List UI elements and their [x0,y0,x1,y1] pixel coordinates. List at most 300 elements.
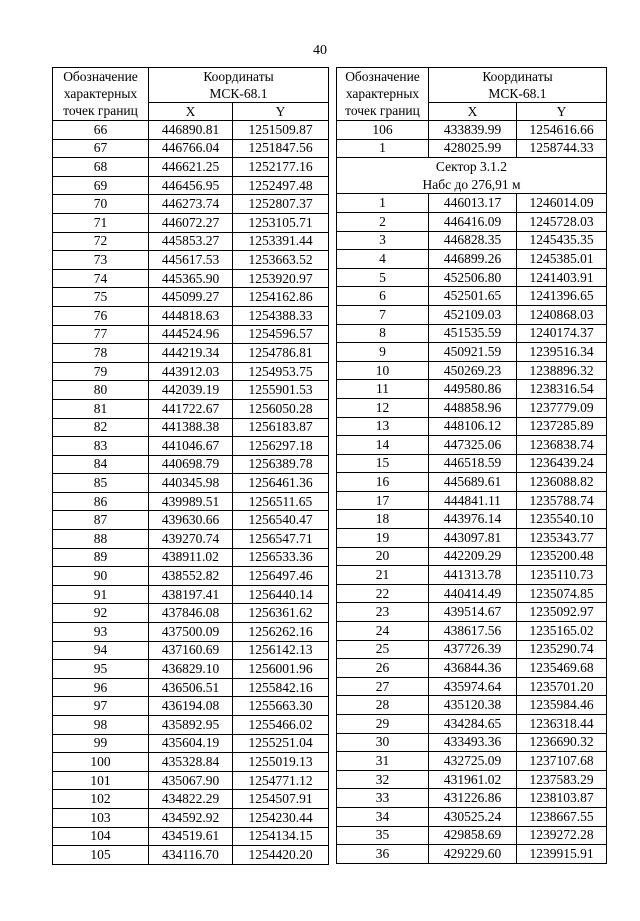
coord-y: 1258744.33 [517,139,607,158]
table-row [53,213,329,232]
coord-y: 1254507.91 [233,790,329,809]
coord-x: 437726.39 [429,640,517,659]
coord-y: 1253920.97 [233,269,329,288]
coord-x: 451535.59 [429,324,517,343]
table-row [337,250,607,269]
table-row [53,585,329,604]
header-row [53,85,329,103]
coord-x: 446899.26 [429,250,517,269]
coord-y: 1252177.16 [233,158,329,177]
table-row [53,492,329,511]
header-coordinates: Координаты [429,68,607,86]
point-number: 30 [337,733,429,752]
coord-y: 1256183.87 [233,418,329,437]
point-number: 97 [53,697,149,716]
point-number: 100 [53,753,149,772]
table-row [337,584,607,603]
coord-x: 443097.81 [429,529,517,548]
coord-y: 1238103.87 [517,789,607,808]
header-row [53,68,329,86]
table-row [337,361,607,380]
coord-y: 1256361.62 [233,604,329,623]
coord-y: 1256461.36 [233,474,329,493]
coord-y: 1252497.48 [233,176,329,195]
point-number: 86 [53,492,149,511]
point-number: 94 [53,641,149,660]
point-number: 9 [337,343,429,362]
table-row [337,696,607,715]
coord-y: 1241403.91 [517,268,607,287]
coord-x: 446890.81 [149,121,233,140]
point-number: 106 [337,121,429,140]
header-designation-line2: характерных [53,85,149,103]
table-row [53,790,329,809]
point-number: 69 [53,176,149,195]
point-number: 10 [337,361,429,380]
point-number: 35 [337,826,429,845]
table-row [337,547,607,566]
table-row [337,231,607,250]
coord-y: 1239516.34 [517,343,607,362]
table-row [53,325,329,344]
table-row [337,733,607,752]
table-row [53,753,329,772]
table-row [53,641,329,660]
table-row [53,418,329,437]
coord-x: 440414.49 [429,584,517,603]
table-row [337,287,607,306]
point-number: 15 [337,454,429,473]
coord-y: 1251509.87 [233,121,329,140]
table-row [337,566,607,585]
coord-x: 450269.23 [429,361,517,380]
point-number: 72 [53,232,149,251]
point-number: 13 [337,417,429,436]
point-number: 16 [337,473,429,492]
coord-y: 1238316.54 [517,380,607,399]
coord-x: 435892.95 [149,716,233,735]
table-row [337,677,607,696]
coord-x: 449580.86 [429,380,517,399]
coord-x: 450921.59 [429,343,517,362]
point-number: 23 [337,603,429,622]
coord-x: 438617.56 [429,622,517,641]
header-designation-line3: точек границ [53,103,149,121]
coord-x: 434519.61 [149,827,233,846]
coord-y: 1240868.03 [517,305,607,324]
coord-y: 1236838.74 [517,436,607,455]
point-number: 7 [337,305,429,324]
coord-y: 1235165.02 [517,622,607,641]
coord-y: 1256440.14 [233,585,329,604]
coord-x: 431226.86 [429,789,517,808]
coord-x: 442039.19 [149,381,233,400]
point-number: 79 [53,362,149,381]
table-row [337,194,607,213]
point-number: 83 [53,437,149,456]
table-row [337,491,607,510]
coord-x: 446518.59 [429,454,517,473]
coord-y: 1254596.57 [233,325,329,344]
coordinates-table-left [52,67,329,865]
table-row [53,455,329,474]
coord-x: 433839.99 [429,121,517,140]
coord-y: 1235984.46 [517,696,607,715]
table-row [337,789,607,808]
coord-y: 1255466.02 [233,716,329,735]
coord-x: 439989.51 [149,492,233,511]
coord-y: 1254134.15 [233,827,329,846]
point-number: 70 [53,195,149,214]
point-number: 80 [53,381,149,400]
coord-x: 434822.29 [149,790,233,809]
point-number: 93 [53,623,149,642]
table-row [337,417,607,436]
coord-y: 1256540.47 [233,511,329,530]
coord-x: 436829.10 [149,660,233,679]
coord-x: 430525.24 [429,807,517,826]
coord-x: 441313.78 [429,566,517,585]
point-number: 4 [337,250,429,269]
point-number: 27 [337,677,429,696]
coordinates-table-right [336,67,607,864]
point-number: 22 [337,584,429,603]
coord-x: 446416.09 [429,212,517,231]
table-row [337,622,607,641]
point-number: 85 [53,474,149,493]
table-row [53,827,329,846]
coord-y: 1256050.28 [233,399,329,418]
coord-y: 1238667.55 [517,807,607,826]
coord-x: 446013.17 [429,194,517,213]
header-x: X [149,103,233,121]
coord-y: 1235469.68 [517,659,607,678]
table-row [53,846,329,865]
coord-y: 1235092.97 [517,603,607,622]
coord-x: 445365.90 [149,269,233,288]
coord-y: 1256497.46 [233,567,329,586]
coord-y: 1254771.12 [233,771,329,790]
coord-y: 1235074.85 [517,584,607,603]
point-number: 21 [337,566,429,585]
table-row [53,381,329,400]
coord-x: 438552.82 [149,567,233,586]
point-number: 95 [53,660,149,679]
table-row [53,678,329,697]
table-row [337,473,607,492]
header-row [337,68,607,86]
coord-x: 441722.67 [149,399,233,418]
coord-x: 434592.92 [149,808,233,827]
coord-y: 1256001.96 [233,660,329,679]
point-number: 66 [53,121,149,140]
point-number: 99 [53,734,149,753]
point-number: 75 [53,288,149,307]
table-row [337,305,607,324]
coord-x: 436844.36 [429,659,517,678]
coord-x: 435974.64 [429,677,517,696]
header-y: Y [517,103,607,121]
coord-x: 428025.99 [429,139,517,158]
point-number: 32 [337,770,429,789]
point-number: 89 [53,548,149,567]
coord-y: 1239272.28 [517,826,607,845]
coord-y: 1237107.68 [517,752,607,771]
coord-y: 1255901.53 [233,381,329,400]
coord-x: 441046.67 [149,437,233,456]
coord-y: 1256533.36 [233,548,329,567]
point-number: 76 [53,306,149,325]
coord-x: 439270.74 [149,530,233,549]
table-row [53,716,329,735]
coord-x: 429229.60 [429,845,517,864]
coord-x: 445689.61 [429,473,517,492]
coord-y: 1238896.32 [517,361,607,380]
coord-x: 446456.95 [149,176,233,195]
coord-y: 1256262.16 [233,623,329,642]
point-number: 104 [53,827,149,846]
header-designation-line1: Обозначение [53,68,149,86]
table-row [337,529,607,548]
coord-x: 442209.29 [429,547,517,566]
table-row [53,139,329,158]
coord-y: 1253105.71 [233,213,329,232]
sector-title-row [337,158,607,176]
table-row [53,158,329,177]
coord-x: 438911.02 [149,548,233,567]
table-row [53,195,329,214]
table-row [337,715,607,734]
table-row [53,808,329,827]
point-number: 67 [53,139,149,158]
coord-y: 1256547.71 [233,530,329,549]
point-number: 88 [53,530,149,549]
sector-subtitle: Набс до 276,91 м [337,176,607,194]
table-row [53,306,329,325]
point-number: 87 [53,511,149,530]
point-number: 11 [337,380,429,399]
coord-y: 1236690.32 [517,733,607,752]
point-number: 14 [337,436,429,455]
coord-x: 446072.27 [149,213,233,232]
coord-x: 433493.36 [429,733,517,752]
coord-x: 445617.53 [149,251,233,270]
coord-x: 435067.90 [149,771,233,790]
table-row [337,603,607,622]
coord-x: 452109.03 [429,305,517,324]
coord-y: 1240174.37 [517,324,607,343]
table-row [337,807,607,826]
point-number: 33 [337,789,429,808]
coord-x: 443976.14 [429,510,517,529]
coord-x: 448106.12 [429,417,517,436]
point-number: 91 [53,585,149,604]
table-row [337,436,607,455]
point-number: 31 [337,752,429,771]
coord-x: 434116.70 [149,846,233,865]
coord-y: 1256297.18 [233,437,329,456]
coord-y: 1235788.74 [517,491,607,510]
point-number: 19 [337,529,429,548]
coord-y: 1237779.09 [517,398,607,417]
coord-x: 447325.06 [429,436,517,455]
coord-y: 1254953.75 [233,362,329,381]
sector-title: Сектор 3.1.2 [337,158,607,176]
coord-y: 1254230.44 [233,808,329,827]
header-coordinates: Координаты [149,68,329,86]
table-row [337,268,607,287]
coord-y: 1246014.09 [517,194,607,213]
point-number: 81 [53,399,149,418]
point-number: 18 [337,510,429,529]
table-row [337,752,607,771]
coord-x: 437846.08 [149,604,233,623]
point-number: 6 [337,287,429,306]
header-designation-line1: Обозначение [337,68,429,86]
coord-y: 1253391.44 [233,232,329,251]
table-row [53,288,329,307]
coord-y: 1235110.73 [517,566,607,585]
table-row [53,623,329,642]
coord-x: 452506.80 [429,268,517,287]
coord-x: 443912.03 [149,362,233,381]
coord-y: 1236439.24 [517,454,607,473]
coord-y: 1237583.29 [517,770,607,789]
coord-y: 1255663.30 [233,697,329,716]
coord-y: 1256142.13 [233,641,329,660]
point-number: 102 [53,790,149,809]
coord-x: 431961.02 [429,770,517,789]
coord-y: 1255251.04 [233,734,329,753]
coord-y: 1236088.82 [517,473,607,492]
table-row [337,380,607,399]
point-number: 1 [337,194,429,213]
coord-x: 440345.98 [149,474,233,493]
coord-x: 441388.38 [149,418,233,437]
table-row [53,269,329,288]
table-row [337,324,607,343]
table-row [53,530,329,549]
coord-x: 448858.96 [429,398,517,417]
table-row [53,399,329,418]
table-row [337,845,607,864]
coord-y: 1235290.74 [517,640,607,659]
point-number: 17 [337,491,429,510]
coord-x: 439630.66 [149,511,233,530]
coord-x: 429858.69 [429,826,517,845]
table-row [337,398,607,417]
table-row [53,474,329,493]
coord-x: 435328.84 [149,753,233,772]
table-row [337,770,607,789]
coord-y: 1235343.77 [517,529,607,548]
point-number: 101 [53,771,149,790]
coord-x: 446766.04 [149,139,233,158]
point-number: 74 [53,269,149,288]
coord-y: 1239915.91 [517,845,607,864]
point-number: 8 [337,324,429,343]
table-row [53,548,329,567]
coord-y: 1256389.78 [233,455,329,474]
header-row [53,103,329,121]
table-row [53,771,329,790]
table-row [337,212,607,231]
table-row [53,362,329,381]
point-number: 20 [337,547,429,566]
point-number: 77 [53,325,149,344]
point-number: 73 [53,251,149,270]
table-row [53,437,329,456]
coord-y: 1251847.56 [233,139,329,158]
coord-x: 446621.25 [149,158,233,177]
coord-y: 1235540.10 [517,510,607,529]
coord-y: 1237285.89 [517,417,607,436]
point-number: 92 [53,604,149,623]
coord-x: 440698.79 [149,455,233,474]
coord-y: 1255019.13 [233,753,329,772]
coord-y: 1255842.16 [233,678,329,697]
point-number: 3 [337,231,429,250]
point-number: 34 [337,807,429,826]
coord-x: 435120.38 [429,696,517,715]
header-designation-line3: точек границ [337,103,429,121]
point-number: 82 [53,418,149,437]
table-row [337,659,607,678]
coord-y: 1253663.52 [233,251,329,270]
table-row [337,826,607,845]
header-coordinate-system: МСК-68.1 [149,85,329,103]
coord-x: 437160.69 [149,641,233,660]
table-row [53,251,329,270]
coord-y: 1252807.37 [233,195,329,214]
point-number: 90 [53,567,149,586]
point-number: 24 [337,622,429,641]
coord-x: 438197.41 [149,585,233,604]
header-row [337,103,607,121]
coord-y: 1245435.35 [517,231,607,250]
coord-x: 444841.11 [429,491,517,510]
coord-x: 446828.35 [429,231,517,250]
point-number: 71 [53,213,149,232]
point-number: 29 [337,715,429,734]
coord-y: 1236318.44 [517,715,607,734]
coord-y: 1241396.65 [517,287,607,306]
point-number: 5 [337,268,429,287]
coord-x: 432725.09 [429,752,517,771]
coord-x: 437500.09 [149,623,233,642]
coord-x: 436194.08 [149,697,233,716]
point-number: 26 [337,659,429,678]
table-row [53,232,329,251]
coord-x: 445099.27 [149,288,233,307]
coord-x: 444219.34 [149,344,233,363]
coord-x: 446273.74 [149,195,233,214]
point-number: 28 [337,696,429,715]
coord-y: 1254388.33 [233,306,329,325]
table-row [53,511,329,530]
table-row [53,734,329,753]
coord-y: 1235200.48 [517,547,607,566]
header-coordinate-system: МСК-68.1 [429,85,607,103]
coord-y: 1245728.03 [517,212,607,231]
page-number: 40 [313,43,327,58]
coord-x: 435604.19 [149,734,233,753]
coord-y: 1254162.86 [233,288,329,307]
table-row [337,121,607,140]
coord-y: 1245385.01 [517,250,607,269]
table-row [53,567,329,586]
table-row [53,121,329,140]
